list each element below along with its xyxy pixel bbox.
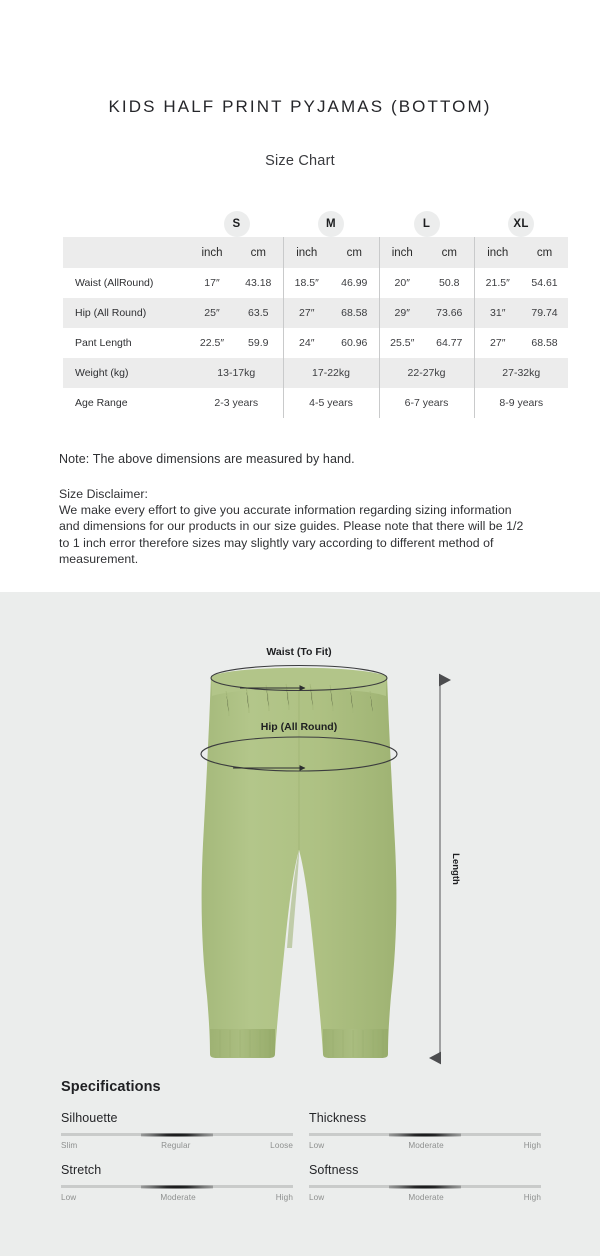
size-badge-row xyxy=(63,205,568,237)
spec-scale-silhouette xyxy=(61,1141,293,1150)
spec-scale-low-silhouette: Slim xyxy=(61,1141,78,1150)
spec-slider-thickness[interactable] xyxy=(309,1133,541,1136)
page-title: KIDS HALF PRINT PYJAMAS (BOTTOM) xyxy=(108,97,492,116)
size-badge-cell-l xyxy=(379,205,474,237)
size-badge-s: S xyxy=(224,211,250,237)
cell-hip-m-inch: 27″ xyxy=(283,298,330,328)
size-badge-cell-xl xyxy=(474,205,568,237)
unit-row-spacer xyxy=(63,237,190,268)
spec-item-silhouette xyxy=(61,1111,293,1150)
size-badge-l: L xyxy=(414,211,440,237)
spec-slider-knob xyxy=(141,1185,213,1189)
spec-label-stretch: Stretch xyxy=(61,1163,102,1177)
length-label: Length xyxy=(450,853,461,885)
cell-hip-l-cm: 73.66 xyxy=(425,298,474,328)
spec-scale-high-softness: High xyxy=(523,1193,541,1202)
spec-scale-high-silhouette: Loose xyxy=(270,1141,293,1150)
spec-scale-high-stretch: High xyxy=(275,1193,293,1202)
row-label-weight: Weight (kg) xyxy=(63,358,190,388)
size-chart-table xyxy=(63,205,568,418)
hip-label: Hip (All Round) xyxy=(260,721,338,733)
row-label-hip: Hip (All Round) xyxy=(63,298,190,328)
row-label-age-range: Age Range xyxy=(63,388,190,418)
cell-pantlength-s-inch: 22.5″ xyxy=(190,328,234,358)
spec-scale-mid-silhouette: Regular xyxy=(161,1141,191,1150)
size-badge-cell-m xyxy=(283,205,379,237)
spec-slider-knob xyxy=(389,1133,461,1137)
row-label-waist: Waist (AllRound) xyxy=(63,268,190,298)
specifications-heading: Specifications xyxy=(61,1079,161,1095)
size-disclaimer xyxy=(59,486,529,567)
size-chart-table-wrapper xyxy=(63,205,558,418)
measurement-note: Note: The above dimensions are measured by hand. xyxy=(59,452,355,466)
spec-scale-softness xyxy=(309,1193,541,1202)
unit-header-s-inch: inch xyxy=(190,237,234,268)
unit-header-xl-inch: inch xyxy=(474,237,521,268)
cell-waist-s-cm: 43.18 xyxy=(234,268,283,298)
unit-header-row xyxy=(63,237,568,268)
cell-weight-m: 17-22kg xyxy=(283,358,379,388)
cell-age-xl: 8-9 years xyxy=(474,388,568,418)
cell-pantlength-xl-cm: 68.58 xyxy=(521,328,568,358)
unit-header-xl-cm: cm xyxy=(521,237,568,268)
unit-header-s-cm: cm xyxy=(234,237,283,268)
spec-scale-mid-stretch: Moderate xyxy=(160,1193,196,1202)
spec-slider-stretch[interactable] xyxy=(61,1185,293,1188)
cell-waist-s-inch: 17″ xyxy=(190,268,234,298)
size-badge-xl: XL xyxy=(508,211,534,237)
spec-label-silhouette: Silhouette xyxy=(61,1111,118,1125)
cell-age-m: 4-5 years xyxy=(283,388,379,418)
badge-row-spacer xyxy=(63,205,190,237)
cell-pantlength-m-cm: 60.96 xyxy=(330,328,379,358)
spec-scale-stretch xyxy=(61,1193,293,1202)
spec-scale-high-thickness: High xyxy=(523,1141,541,1150)
table-row xyxy=(63,328,568,358)
cell-waist-l-cm: 50.8 xyxy=(425,268,474,298)
spec-label-thickness: Thickness xyxy=(309,1111,367,1125)
unit-header-l-cm: cm xyxy=(425,237,474,268)
size-disclaimer-title: Size Disclaimer: xyxy=(59,487,148,501)
cell-hip-l-inch: 29″ xyxy=(379,298,425,328)
cell-pantlength-m-inch: 24″ xyxy=(283,328,330,358)
cell-waist-xl-cm: 54.61 xyxy=(521,268,568,298)
cell-waist-m-inch: 18.5″ xyxy=(283,268,330,298)
spec-item-thickness xyxy=(309,1111,541,1150)
spec-scale-low-thickness: Low xyxy=(309,1141,325,1150)
cell-weight-xl: 27-32kg xyxy=(474,358,568,388)
cell-hip-s-inch: 25″ xyxy=(190,298,234,328)
cell-hip-xl-cm: 79.74 xyxy=(521,298,568,328)
cell-waist-xl-inch: 21.5″ xyxy=(474,268,521,298)
unit-header-m-cm: cm xyxy=(330,237,379,268)
pants-measurement-diagram xyxy=(0,592,600,1072)
unit-header-l-inch: inch xyxy=(379,237,425,268)
cell-age-l: 6-7 years xyxy=(379,388,474,418)
size-badge-cell-s xyxy=(190,205,283,237)
size-disclaimer-body: We make every effort to give you accurate information regarding sizing information and dimensions for our products in our size guides. Please note that there will be 1/2 to 1 inch error therefore sizes may slightly vary according to different method of measurement. xyxy=(59,503,524,566)
cell-age-s: 2-3 years xyxy=(190,388,283,418)
cell-pantlength-l-inch: 25.5″ xyxy=(379,328,425,358)
table-row xyxy=(63,358,568,388)
specifications-grid xyxy=(61,1111,541,1215)
spec-slider-knob xyxy=(141,1133,213,1137)
row-label-pant-length: Pant Length xyxy=(63,328,190,358)
cell-hip-s-cm: 63.5 xyxy=(234,298,283,328)
cell-pantlength-l-cm: 64.77 xyxy=(425,328,474,358)
cell-hip-m-cm: 68.58 xyxy=(330,298,379,328)
table-row xyxy=(63,268,568,298)
cell-pantlength-s-cm: 59.9 xyxy=(234,328,283,358)
spec-scale-thickness xyxy=(309,1141,541,1150)
waist-label: Waist (To Fit) xyxy=(266,646,332,658)
spec-slider-knob xyxy=(389,1185,461,1189)
specifications-section xyxy=(61,1079,541,1215)
table-row xyxy=(63,298,568,328)
spec-item-softness xyxy=(309,1163,541,1202)
cell-hip-xl-inch: 31″ xyxy=(474,298,521,328)
chart-section xyxy=(0,0,600,592)
cell-pantlength-xl-inch: 27″ xyxy=(474,328,521,358)
spec-label-softness: Softness xyxy=(309,1163,359,1177)
cell-weight-s: 13-17kg xyxy=(190,358,283,388)
table-row xyxy=(63,388,568,418)
page-subtitle: Size Chart xyxy=(265,153,335,169)
spec-scale-low-stretch: Low xyxy=(61,1193,77,1202)
spec-scale-mid-thickness: Moderate xyxy=(408,1141,444,1150)
cell-weight-l: 22-27kg xyxy=(379,358,474,388)
spec-item-stretch xyxy=(61,1163,293,1202)
spec-scale-low-softness: Low xyxy=(309,1193,325,1202)
spec-scale-mid-softness: Moderate xyxy=(408,1193,444,1202)
spec-slider-softness[interactable] xyxy=(309,1185,541,1188)
spec-slider-silhouette[interactable] xyxy=(61,1133,293,1136)
cell-waist-l-inch: 20″ xyxy=(379,268,425,298)
cell-waist-m-cm: 46.99 xyxy=(330,268,379,298)
size-badge-m: M xyxy=(318,211,344,237)
unit-header-m-inch: inch xyxy=(283,237,330,268)
